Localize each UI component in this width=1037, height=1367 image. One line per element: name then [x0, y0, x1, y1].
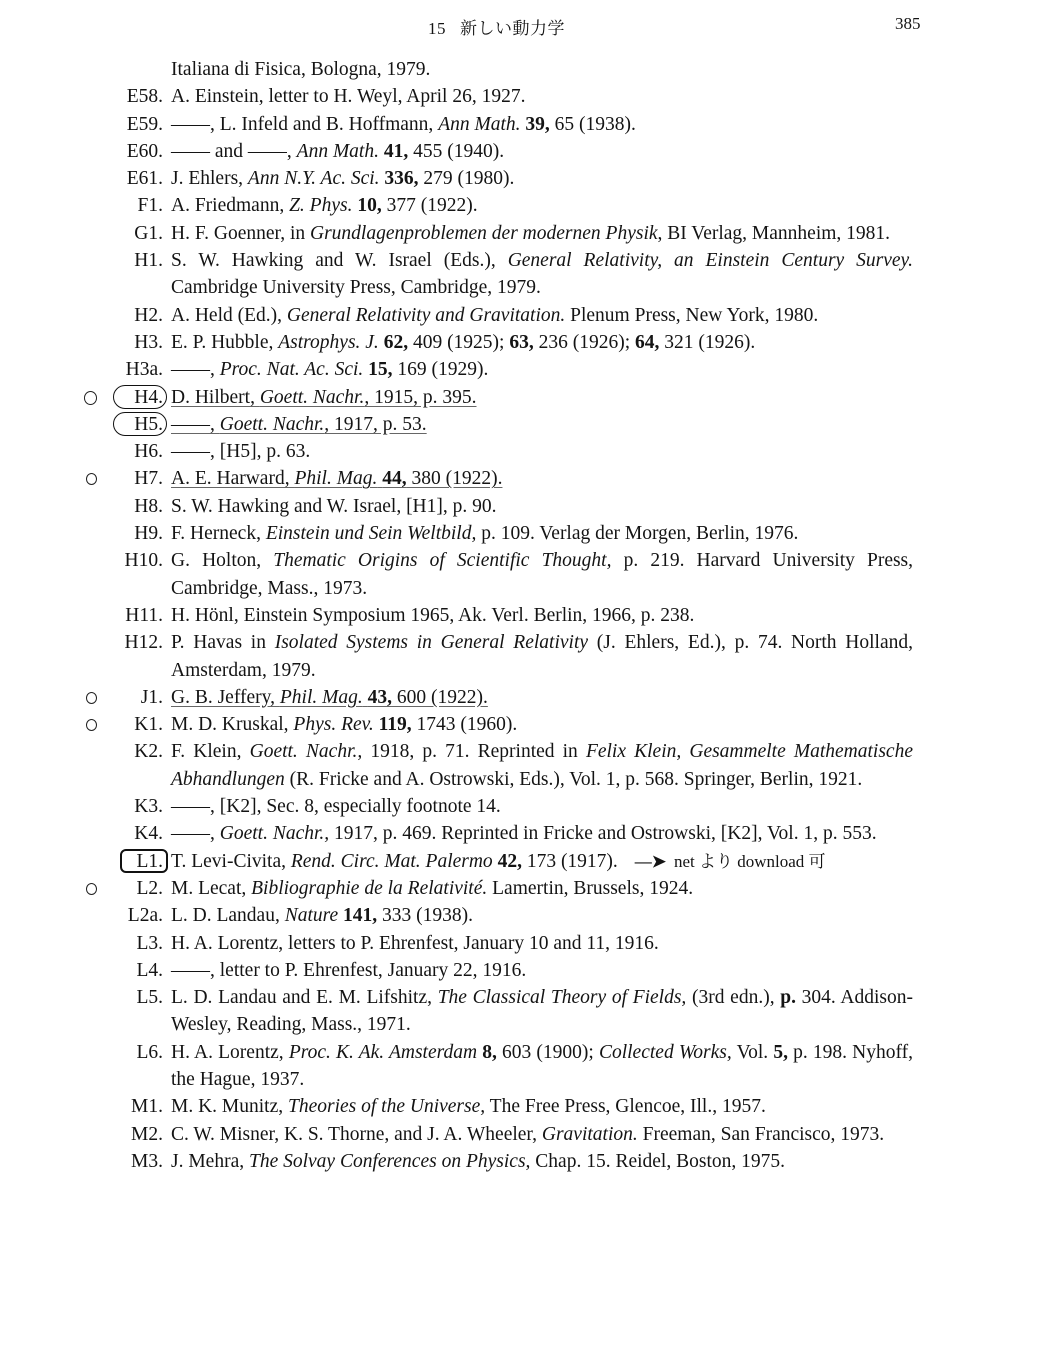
reference-label: J1. [140, 686, 163, 708]
reference-entry [0, 465, 1037, 492]
reference-entry [0, 438, 1037, 465]
reference-text: L. D. Landau and E. M. Lifshitz, The Classical Theory of Fields, (3rd edn.), p. 304. Addison-Wesley, Reading, Mass., 1971. [171, 987, 914, 1036]
reference-text: ——, Goett. Nachr., 1917, p. 469. Reprinted in Fricke and Ostrowski, [K2], Vol. 1, p. 553. [171, 823, 877, 845]
reference-entry [0, 1121, 1037, 1148]
reference-text: —— and ——, Ann Math. 41, 455 (1940). [171, 140, 505, 162]
reference-entry [0, 329, 1037, 356]
reference-label: H1. [134, 250, 163, 272]
reference-entry [0, 1093, 1037, 1120]
reference-text: J. Ehlers, Ann N.Y. Ac. Sci. 336, 279 (1980). [171, 168, 515, 190]
reference-text: T. Levi-Civita, Rend. Circ. Mat. Palermo 42, 173 (1917). —➤ net より download 可 [171, 848, 1021, 875]
reference-text: H. A. Lorentz, Proc. K. Ak. Amsterdam 8, 603 (1900); Collected Works, Vol. 5, p. 198. Nyhoff, the Hague, 1937. [171, 1041, 914, 1090]
chapter-heading [428, 14, 565, 39]
reference-label: E60. [126, 140, 163, 162]
reference-label: H3. [134, 331, 163, 353]
reference-text: J. Mehra, The Solvay Conferences on Physics, Chap. 15. Reidel, Boston, 1975. [171, 1150, 785, 1172]
continuation-entry [0, 56, 1037, 83]
reference-text: G. B. Jeffery, Phil. Mag. 43, 600 (1922). [171, 686, 488, 708]
reference-text: A. Friedmann, Z. Phys. 10, 377 (1922). [171, 195, 478, 217]
reference-entry [0, 602, 1037, 629]
reference-label: H9. [134, 523, 163, 545]
reference-entry [0, 984, 1037, 1039]
reference-label: M1. [131, 1096, 163, 1118]
reference-entry [0, 848, 1037, 875]
reference-entry [0, 820, 1037, 847]
reference-label: K1. [134, 714, 163, 736]
reference-label: E61. [126, 168, 163, 190]
reference-label: K4. [134, 823, 163, 845]
reference-text: S. W. Hawking and W. Israel, [H1], p. 90. [171, 495, 497, 517]
reference-entry [0, 384, 1037, 411]
reference-label: F1. [137, 195, 163, 217]
reference-entry [0, 930, 1037, 957]
reference-label: L4. [136, 959, 163, 981]
reference-text: ——, [K2], Sec. 8, especially footnote 14. [171, 796, 501, 818]
reference-entry [0, 547, 1037, 602]
continuation-text: Italiana di Fisica, Bologna, 1979. [171, 59, 431, 80]
reference-text: A. Einstein, letter to H. Weyl, April 26, 1927. [171, 86, 526, 108]
reference-label: G1. [134, 222, 163, 244]
reference-text: A. Held (Ed.), General Relativity and Gravitation. Plenum Press, New York, 1980. [171, 304, 819, 326]
page-number: 385 [895, 14, 921, 33]
reference-label: K2. [134, 741, 163, 763]
reference-entry [0, 711, 1037, 738]
reference-text: ——, L. Infeld and B. Hoffmann, Ann Math. 39, 65 (1938). [171, 113, 636, 135]
reference-entry [0, 957, 1037, 984]
reference-label: L2. [136, 877, 163, 899]
reference-label: H7. [134, 468, 163, 490]
reference-entry [0, 520, 1037, 547]
reference-entry [0, 493, 1037, 520]
reference-label: H4. [134, 386, 163, 408]
reference-entry [0, 793, 1037, 820]
chapter-title: 新しい動力学 [460, 19, 565, 38]
reference-entry [0, 192, 1037, 219]
reference-text: G. Holton, Thematic Origins of Scientific Thought, p. 219. Harvard University Press, Cambridge, Mass., 1973. [171, 550, 914, 599]
page-header [0, 0, 1037, 56]
reference-label: M2. [131, 1123, 163, 1145]
reference-text: ——, [H5], p. 63. [171, 441, 311, 463]
reference-text: P. Havas in Isolated Systems in General Relativity (J. Ehlers, Ed.), p. 74. North Holland, Amsterdam, 1979. [171, 632, 913, 681]
reference-text: F. Klein, Goett. Nachr., 1918, p. 71. Reprinted in Felix Klein, Gesammelte Mathematische Abhandlungen (R. Fricke and A. Ostrowski, Eds.), Vol. 1, p. 568. Springer, Berlin, 1921. [171, 741, 913, 790]
reference-label: E58. [126, 86, 163, 108]
reference-label: H5. [134, 413, 163, 435]
reference-text: M. Lecat, Bibliographie de la Relativité. Lamertin, Brussels, 1924. [171, 877, 694, 899]
reference-entry [0, 247, 1037, 302]
reference-entry [0, 1148, 1037, 1175]
reference-text: H. Hönl, Einstein Symposium 1965, Ak. Verl. Berlin, 1966, p. 238. [171, 604, 695, 626]
reference-text: C. W. Misner, K. S. Thorne, and J. A. Wheeler, Gravitation. Freeman, San Francisco, 1973. [171, 1123, 885, 1145]
reference-entry [0, 220, 1037, 247]
reference-text: F. Herneck, Einstein und Sein Weltbild, p. 109. Verlag der Morgen, Berlin, 1976. [171, 523, 799, 545]
reference-text: H. A. Lorentz, letters to P. Ehrenfest, January 10 and 11, 1916. [171, 932, 659, 954]
reference-text: ——, Goett. Nachr., 1917, p. 53. [171, 413, 427, 435]
handwritten-note [635, 848, 826, 875]
reference-text: ——, Proc. Nat. Ac. Sci. 15, 169 (1929). [171, 359, 489, 381]
reference-text: M. K. Munitz, Theories of the Universe, The Free Press, Glencoe, Ill., 1957. [171, 1096, 766, 1118]
reference-entry [0, 684, 1037, 711]
reference-text: ——, letter to P. Ehrenfest, January 22, 1916. [171, 959, 527, 981]
arrow-right-icon: —➤ [634, 851, 666, 871]
reference-label: L5. [136, 987, 163, 1009]
reference-label: L6. [136, 1041, 163, 1063]
reference-entry [0, 83, 1037, 110]
reference-label: H2. [134, 304, 163, 326]
reference-label: H10. [124, 550, 163, 572]
reference-label: L3. [136, 932, 163, 954]
reference-text: M. D. Kruskal, Phys. Rev. 119, 1743 (1960). [171, 714, 518, 736]
reference-text: E. P. Hubble, Astrophys. J. 62, 409 (1925); 63, 236 (1926); 64, 321 (1926). [171, 331, 756, 353]
reference-entry [0, 411, 1037, 438]
chapter-number: 15 [428, 19, 446, 38]
reference-label: M3. [131, 1150, 163, 1172]
reference-entry [0, 738, 1037, 793]
reference-text: S. W. Hawking and W. Israel (Eds.), General Relativity, an Einstein Century Survey. Cambridge University Press, Cambridge, 1979. [171, 250, 914, 299]
reference-entry [0, 629, 1037, 684]
reference-entry [0, 165, 1037, 192]
reference-label: H11. [125, 604, 163, 626]
handwritten-note-text: net より download 可 [673, 851, 826, 871]
reference-label: H6. [134, 441, 163, 463]
reference-entry [0, 902, 1037, 929]
reference-label: K3. [134, 796, 163, 818]
reference-text: L. D. Landau, Nature 141, 333 (1938). [171, 905, 474, 927]
reference-label: L1. [136, 850, 163, 872]
reference-entry [0, 111, 1037, 138]
reference-label: H12. [124, 632, 163, 654]
reference-entry [0, 356, 1037, 383]
reference-entry [0, 1039, 1037, 1094]
reference-text: H. F. Goenner, in Grundlagenproblemen der modernen Physik, BI Verlag, Mannheim, 1981. [171, 222, 891, 244]
reference-text: A. E. Harward, Phil. Mag. 44, 380 (1922). [171, 468, 503, 490]
reference-list [0, 56, 1037, 1175]
reference-label: L2a. [127, 905, 163, 927]
reference-label: E59. [126, 113, 163, 135]
reference-entry [0, 138, 1037, 165]
reference-text: D. Hilbert, Goett. Nachr., 1915, p. 395. [171, 386, 477, 408]
reference-label: H8. [134, 495, 163, 517]
reference-entry [0, 875, 1037, 902]
reference-label: H3a. [125, 359, 163, 381]
reference-entry [0, 302, 1037, 329]
